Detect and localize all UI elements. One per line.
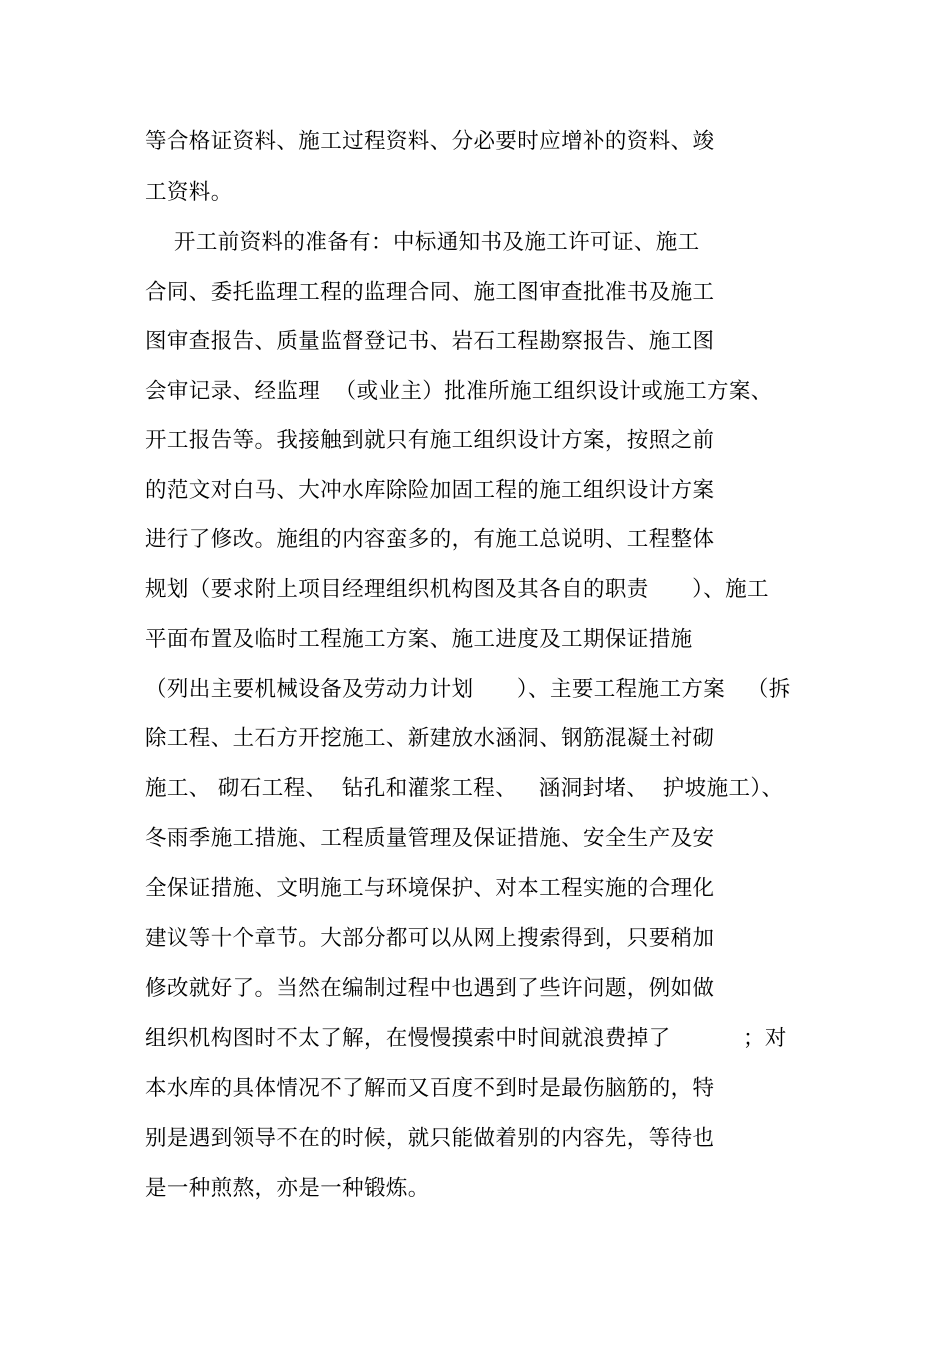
text-line: 进行了修改。施组的内容蛮多的，有施工总说明、工程整体 xyxy=(145,527,715,552)
text-line: 除工程、土石方开挖施工、新建放水涵洞、钢筋混凝土衬砌 xyxy=(145,726,715,751)
text-line: 平面布置及临时工程施工方案、施工进度及工期保证措施 xyxy=(145,627,693,652)
text-line: 别是遇到领导不在的时候，就只能做着别的内容先，等待也 xyxy=(145,1126,715,1151)
text-line: 建议等十个章节。大部分都可以从网上搜索得到，只要稍加 xyxy=(145,926,715,951)
text-line: 开工报告等。我接触到就只有施工组织设计方案，按照之前 xyxy=(145,428,715,453)
text-line: 合同、委托监理工程的监理合同、施工图审查批准书及施工 xyxy=(145,280,715,305)
text-line: 等合格证资料、施工过程资料、分必要时应增补的资料、竣 xyxy=(145,129,715,154)
text-line: 修改就好了。当然在编制过程中也遇到了些许问题，例如做 xyxy=(145,976,715,1001)
text-line: （列出主要机械设备及劳动力计划 ）、主要工程施工方案 （拆 xyxy=(145,677,791,702)
text-line: 冬雨季施工措施、工程质量管理及保证措施、安全生产及安 xyxy=(145,826,715,851)
text-line: 开工前资料的准备有：中标通知书及施工许可证、施工 xyxy=(145,230,700,255)
text-line: 规划（要求附上项目经理组织机构图及其各自的职责 ）、施工 xyxy=(145,577,769,602)
text-line: 是一种煎熬，亦是一种锻炼。 xyxy=(145,1176,430,1201)
text-line: 会审记录、经监理 （或业主）批准所施工组织设计或施工方案、 xyxy=(145,379,773,404)
text-line: 施工、 砌石工程、 钻孔和灌浆工程、 涵洞封堵、 护坡施工）、 xyxy=(145,776,784,801)
text-line: 全保证措施、文明施工与环境保护、对本工程实施的合理化 xyxy=(145,876,715,901)
text-line: 图审查报告、质量监督登记书、岩石工程勘察报告、施工图 xyxy=(145,329,715,354)
text-line: 工资料。 xyxy=(145,180,233,205)
text-line: 组织机构图时不太了解，在慢慢摸索中时间就浪费掉了 ；对 xyxy=(145,1026,787,1051)
text-line: 的范文对白马、大冲水库除险加固工程的施工组织设计方案 xyxy=(145,478,715,503)
text-line: 本水库的具体情况不了解而又百度不到时是最伤脑筋的，特 xyxy=(145,1076,715,1101)
